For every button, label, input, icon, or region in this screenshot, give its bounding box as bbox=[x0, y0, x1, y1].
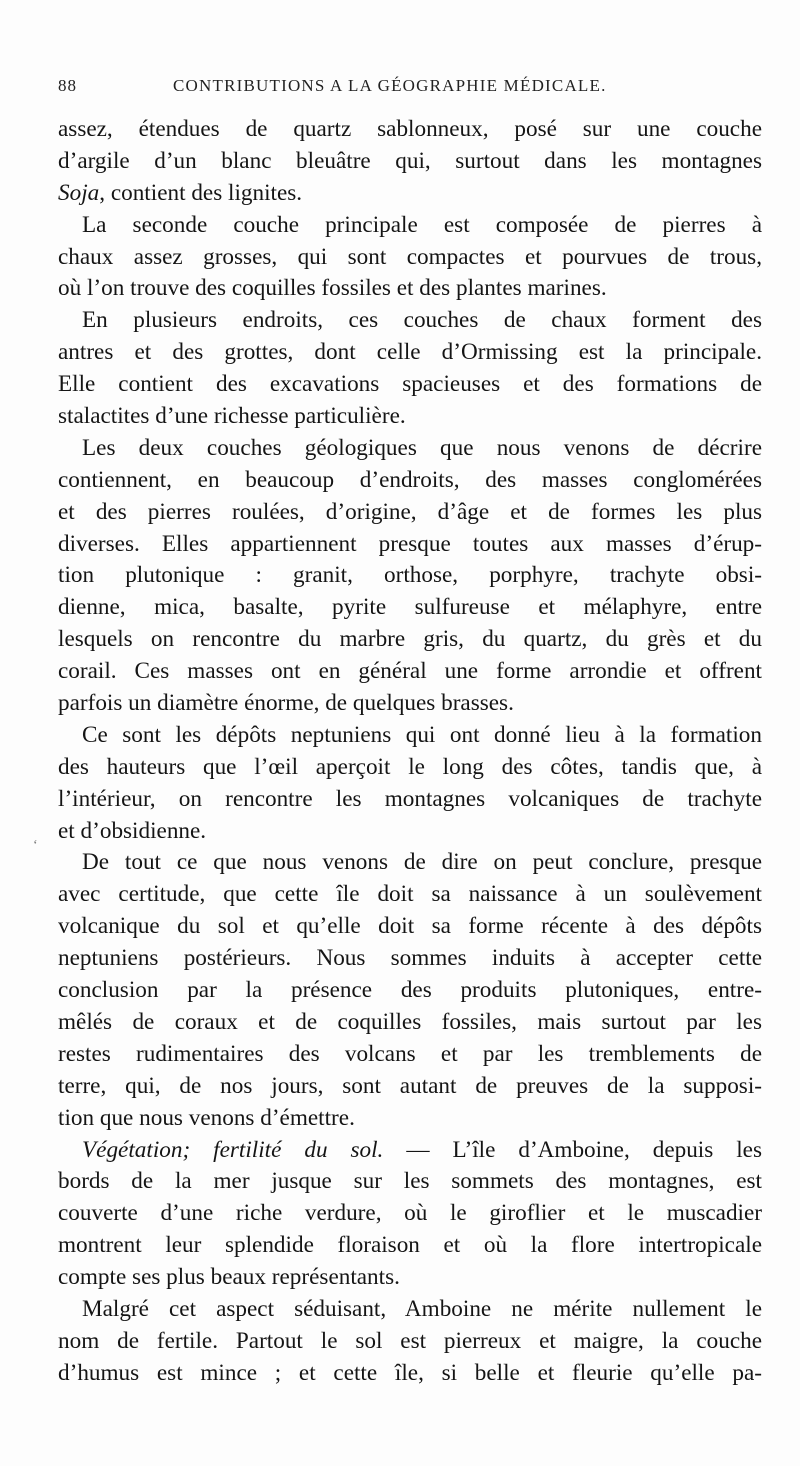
text-line: Malgré cet aspect séduisant, Amboine ne mérite nullement le bbox=[82, 1295, 762, 1322]
text-line: et des pierres roulées, d’origine, d’âge et de formes les plus bbox=[58, 498, 762, 525]
text-line: terre, qui, de nos jours, sont autant de preuves de la supposi- bbox=[58, 1072, 762, 1099]
text-line: corail. Ces masses ont en général une forme arrondie et offrent bbox=[58, 658, 762, 685]
text-line: montrent leur splendide floraison et où la flore intertropicale bbox=[58, 1232, 762, 1259]
text-line: bords de la mer jusque sur les sommets des montagnes, est bbox=[58, 1168, 762, 1195]
text-line: Elle contient des excavations spacieuses et des formations de bbox=[58, 371, 762, 398]
text-line: antres et des grottes, dont celle d’Ormissing est la principale. bbox=[58, 339, 762, 366]
text-line: des hauteurs que l’œil aperçoit le long des côtes, tandis que, à bbox=[58, 753, 762, 780]
text-line: stalactites d’une richesse particulière. bbox=[58, 403, 406, 430]
text-line: volcanique du sol et qu’elle doit sa forme récente à des dépôts bbox=[58, 913, 762, 940]
text-line: l’intérieur, on rencontre les montagnes volcaniques de trachyte bbox=[58, 785, 762, 812]
text-line: tion que nous venons d’émettre. bbox=[58, 1104, 355, 1131]
text-line: De tout ce que nous venons de dire on peut conclure, presque bbox=[82, 849, 762, 876]
text-line: En plusieurs endroits, ces couches de chaux forment des bbox=[82, 307, 762, 334]
text-line: diverses. Elles appartiennent presque toutes aux masses d’érup- bbox=[58, 530, 762, 557]
text-line: neptuniens postérieurs. Nous sommes induits à accepter cette bbox=[58, 945, 762, 972]
text-line: chaux assez grosses, qui sont compactes et pourvues de trous, bbox=[58, 243, 762, 270]
text-line bbox=[58, 178, 762, 210]
margin-mark: ‘ bbox=[33, 838, 38, 853]
italic-term: Soja bbox=[58, 179, 100, 206]
text-line: dienne, mica, basalte, pyrite sulfureuse et mélaphyre, entre bbox=[58, 594, 762, 621]
text-line: lesquels on rencontre du marbre gris, du quartz, du grès et du bbox=[58, 626, 762, 653]
text-line: tion plutonique : granit, orthose, porphyre, trachyte obsi- bbox=[58, 562, 762, 589]
page-number: 88 bbox=[58, 76, 77, 95]
text-line: conclusion par la présence des produits plutoniques, entre- bbox=[58, 977, 762, 1004]
text-line: Les deux couches géologiques que nous venons de décrire bbox=[82, 434, 762, 461]
text-line bbox=[58, 1135, 762, 1167]
text-line: où l’on trouve des coquilles fossiles et des plantes marines. bbox=[58, 275, 607, 302]
body-text bbox=[58, 114, 762, 1390]
text-line: assez, étendues de quartz sablonneux, posé sur une couche bbox=[58, 116, 762, 142]
text-line: et d’obsidienne. bbox=[58, 817, 207, 844]
section-heading-italic: Végétation; fertilité du sol. bbox=[82, 1136, 384, 1163]
text-line: parfois un diamètre énorme, de quelques brasses. bbox=[58, 690, 514, 717]
text-fragment: , contient des lignites. bbox=[99, 179, 303, 206]
text-line: contiennent, en beaucoup d’endroits, des masses conglomérées bbox=[58, 466, 762, 493]
running-title: CONTRIBUTIONS A LA GÉOGRAPHIE MÉDICALE. bbox=[173, 76, 607, 95]
text-fragment: — L’île d’Amboine, depuis les bbox=[383, 1136, 762, 1163]
text-line: restes rudimentaires des volcans et par les tremblements de bbox=[58, 1040, 762, 1067]
text-line: avec certitude, que cette île doit sa naissance à un soulèvement bbox=[58, 881, 762, 908]
text-line: Ce sont les dépôts neptuniens qui ont donné lieu à la formation bbox=[82, 721, 762, 748]
text-line: d’argile d’un blanc bleuâtre qui, surtout dans les montagnes bbox=[58, 147, 762, 174]
page-header bbox=[58, 76, 758, 102]
text-line: d’humus est mince ; et cette île, si belle et fleurie qu’elle pa- bbox=[58, 1359, 762, 1386]
text-line: compte ses plus beaux représentants. bbox=[58, 1264, 400, 1291]
text-line: couverte d’une riche verdure, où le giroflier et le muscadier bbox=[58, 1200, 762, 1227]
text-line: La seconde couche principale est composée de pierres à bbox=[82, 211, 762, 238]
text-line: nom de fertile. Partout le sol est pierreux et maigre, la couche bbox=[58, 1327, 762, 1354]
text-line: mêlés de coraux et de coquilles fossiles, mais surtout par les bbox=[58, 1008, 762, 1035]
